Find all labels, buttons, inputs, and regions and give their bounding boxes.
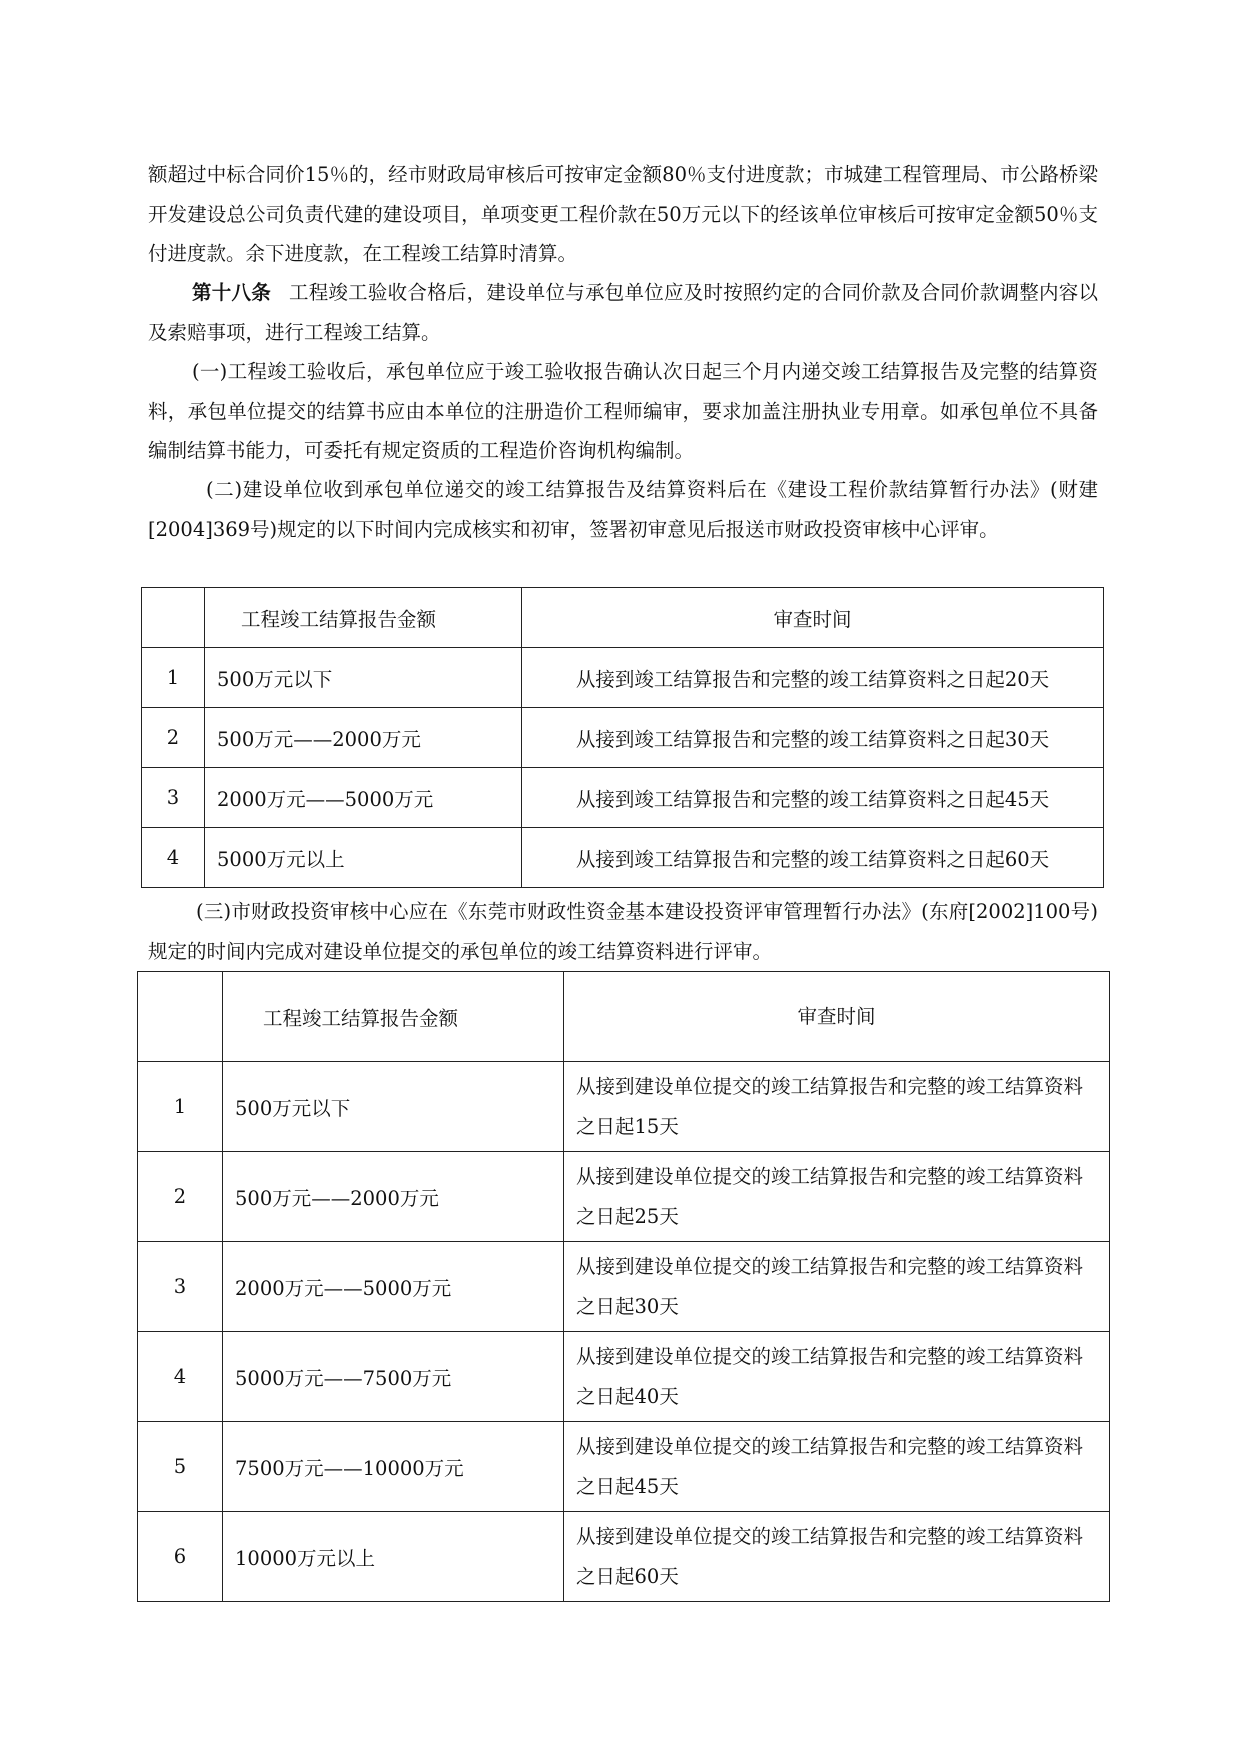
paragraph-clause-1: (一)工程竣工验收后，承包单位应于竣工验收报告确认次日起三个月内递交竣工结算报告及完整的结算资料，承包单位提交的结算书应由本单位的注册造价工程师编审，要求加盖注册执业专用章。如承包单位不具备编制结算书能力，可委托有规定资质的工程造价咨询机构编制。 bbox=[148, 360, 1098, 462]
table-header-cell bbox=[138, 972, 223, 1062]
review-time-cell: 从接到建设单位提交的竣工结算报告和完整的竣工结算资料之日起15天 bbox=[564, 1062, 1110, 1152]
initial-review-time-table bbox=[141, 587, 1104, 888]
amount-cell: 500万元——2000万元 bbox=[223, 1152, 564, 1242]
amount-cell: 5000万元以上 bbox=[205, 828, 522, 888]
review-time-cell: 从接到建设单位提交的竣工结算报告和完整的竣工结算资料之日起45天 bbox=[564, 1422, 1110, 1512]
row-number: 2 bbox=[142, 708, 205, 768]
article-18-text: 工程竣工验收合格后，建设单位与承包单位应及时按照约定的合同价款及合同价款调整内容以及索赔事项，进行工程竣工结算。 bbox=[148, 281, 1098, 344]
table-header-cell: 审查时间 bbox=[522, 588, 1104, 648]
amount-cell: 500万元以下 bbox=[205, 648, 522, 708]
row-number: 4 bbox=[138, 1332, 223, 1422]
amount-cell: 500万元以下 bbox=[223, 1062, 564, 1152]
table-header-cell: 审查时间 bbox=[564, 972, 1110, 1062]
row-number: 4 bbox=[142, 828, 205, 888]
paragraph-progress-payment: 额超过中标合同价15％的，经市财政局审核后可按审定金额80％支付进度款；市城建工程管理局、市公路桥梁开发建设总公司负责代建的建设项目，单项变更工程价款在50万元以下的经该单位审核后可按审定金额50％支付进度款。余下进度款，在工程竣工结算时清算。 bbox=[148, 163, 1098, 265]
review-time-cell: 从接到竣工结算报告和完整的竣工结算资料之日起45天 bbox=[522, 768, 1104, 828]
table-row bbox=[142, 708, 1104, 768]
article-number: 第十八条 bbox=[192, 281, 271, 304]
table-header-cell: 工程竣工结算报告金额 bbox=[223, 972, 564, 1062]
row-number: 5 bbox=[138, 1422, 223, 1512]
table-row bbox=[142, 648, 1104, 708]
row-number: 3 bbox=[142, 768, 205, 828]
row-number: 3 bbox=[138, 1242, 223, 1332]
table-header-cell bbox=[142, 588, 205, 648]
table-row bbox=[138, 1422, 1110, 1512]
review-time-cell: 从接到建设单位提交的竣工结算报告和完整的竣工结算资料之日起40天 bbox=[564, 1332, 1110, 1422]
paragraph-clause-2: (二)建设单位收到承包单位递交的竣工结算报告及结算资料后在《建设工程价款结算暂行办法》(财建[2004]369号)规定的以下时间内完成核实和初审，签署初审意见后报送市财政投资审核中心评审。 bbox=[148, 478, 1098, 541]
row-number: 1 bbox=[142, 648, 205, 708]
table-header-row bbox=[142, 588, 1104, 648]
table-header-row bbox=[138, 972, 1110, 1062]
row-number: 1 bbox=[138, 1062, 223, 1152]
paragraph-article-18 bbox=[148, 273, 1098, 352]
review-time-cell: 从接到竣工结算报告和完整的竣工结算资料之日起20天 bbox=[522, 648, 1104, 708]
amount-cell: 5000万元——7500万元 bbox=[223, 1332, 564, 1422]
table-row bbox=[138, 1332, 1110, 1422]
amount-cell: 2000万元——5000万元 bbox=[205, 768, 522, 828]
table-row bbox=[142, 828, 1104, 888]
amount-cell: 10000万元以上 bbox=[223, 1512, 564, 1602]
table-row bbox=[142, 768, 1104, 828]
review-time-cell: 从接到竣工结算报告和完整的竣工结算资料之日起60天 bbox=[522, 828, 1104, 888]
table-row bbox=[138, 1062, 1110, 1152]
row-number: 6 bbox=[138, 1512, 223, 1602]
table-row bbox=[138, 1152, 1110, 1242]
review-time-cell: 从接到建设单位提交的竣工结算报告和完整的竣工结算资料之日起25天 bbox=[564, 1152, 1110, 1242]
amount-cell: 7500万元——10000万元 bbox=[223, 1422, 564, 1512]
amount-cell: 500万元——2000万元 bbox=[205, 708, 522, 768]
paragraph-clause-3: (三)市财政投资审核中心应在《东莞市财政性资金基本建设投资评审管理暂行办法》(东府[2002]100号)规定的时间内完成对建设单位提交的承包单位的竣工结算资料进行评审。 bbox=[148, 900, 1098, 963]
row-number: 2 bbox=[138, 1152, 223, 1242]
table-row bbox=[138, 1512, 1110, 1602]
table-header-cell: 工程竣工结算报告金额 bbox=[205, 588, 522, 648]
review-time-cell: 从接到建设单位提交的竣工结算报告和完整的竣工结算资料之日起60天 bbox=[564, 1512, 1110, 1602]
amount-cell: 2000万元——5000万元 bbox=[223, 1242, 564, 1332]
review-time-cell: 从接到竣工结算报告和完整的竣工结算资料之日起30天 bbox=[522, 708, 1104, 768]
table-row bbox=[138, 1242, 1110, 1332]
final-review-time-table bbox=[137, 971, 1110, 1602]
review-time-cell: 从接到建设单位提交的竣工结算报告和完整的竣工结算资料之日起30天 bbox=[564, 1242, 1110, 1332]
